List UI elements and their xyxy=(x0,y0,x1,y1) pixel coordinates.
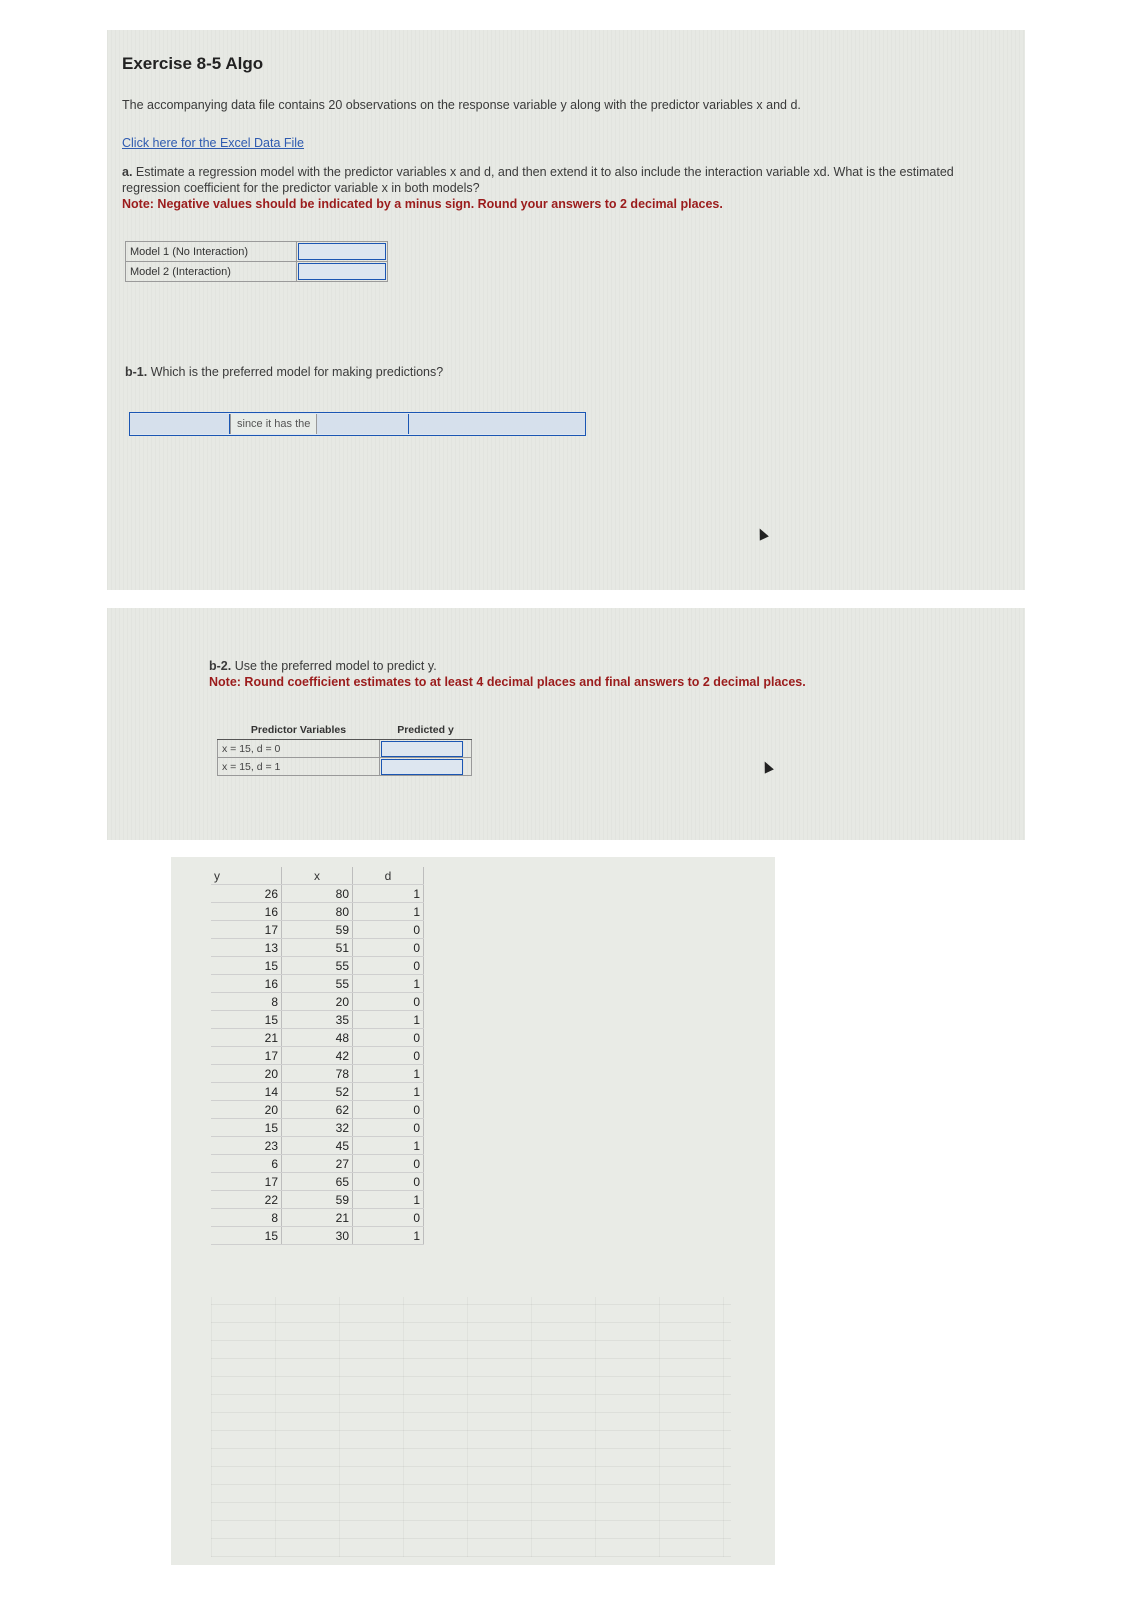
cell-x: 21 xyxy=(282,1209,353,1227)
cell-d: 0 xyxy=(353,939,424,957)
intro-text: The accompanying data file contains 20 observations on the response variable y along with the predictor variables x and d. xyxy=(122,98,801,112)
cell-y: 20 xyxy=(211,1101,282,1119)
cell-y: 6 xyxy=(211,1155,282,1173)
cell-y: 14 xyxy=(211,1083,282,1101)
cell-d: 1 xyxy=(353,1137,424,1155)
table-row xyxy=(211,939,424,957)
cell-d: 0 xyxy=(353,921,424,939)
part-b2-text: Use the preferred model to predict y. xyxy=(234,659,437,673)
predicted-y-input-1[interactable] xyxy=(381,741,463,757)
table-row xyxy=(211,1155,424,1173)
predicted-y-input-2[interactable] xyxy=(381,759,463,775)
cell-d: 1 xyxy=(353,903,424,921)
mouse-cursor-icon xyxy=(760,759,774,773)
cell-x: 80 xyxy=(282,903,353,921)
cell-x: 52 xyxy=(282,1083,353,1101)
cell-x: 59 xyxy=(282,1191,353,1209)
predictor-variables-header: Predictor Variables xyxy=(218,721,380,740)
part-a-note: Note: Negative values should be indicated by a minus sign. Round your answers to 2 decimal places. xyxy=(122,197,723,211)
cell-x: 20 xyxy=(282,993,353,1011)
cell-d: 1 xyxy=(353,1011,424,1029)
table-row xyxy=(218,758,472,776)
row-label-model-2: Model 2 (Interaction) xyxy=(126,262,297,282)
cell-y: 17 xyxy=(211,1047,282,1065)
table-row xyxy=(211,993,424,1011)
exercise-title: Exercise 8-5 Algo xyxy=(122,54,264,73)
row-label-model-1: Model 1 (No Interaction) xyxy=(126,242,297,262)
cell-y: 15 xyxy=(211,957,282,975)
cell-y: 21 xyxy=(211,1029,282,1047)
table-row xyxy=(126,262,388,282)
cell-d: 1 xyxy=(353,1065,424,1083)
cell-y: 13 xyxy=(211,939,282,957)
cell-x: 78 xyxy=(282,1065,353,1083)
table-row xyxy=(211,1191,424,1209)
table-row xyxy=(218,740,472,758)
cell-d: 0 xyxy=(353,1101,424,1119)
table-row xyxy=(211,1227,424,1245)
table-row xyxy=(211,1029,424,1047)
cell-d: 1 xyxy=(353,1227,424,1245)
cell-y: 16 xyxy=(211,975,282,993)
table-row xyxy=(211,1047,424,1065)
cell-d: 0 xyxy=(353,1047,424,1065)
part-b1-question xyxy=(125,365,443,379)
cell-d: 1 xyxy=(353,1191,424,1209)
cell-x: 27 xyxy=(282,1155,353,1173)
predictor-row-1: x = 15, d = 0 xyxy=(218,740,380,758)
table-row xyxy=(211,921,424,939)
cell-y: 23 xyxy=(211,1137,282,1155)
cell-x: 65 xyxy=(282,1173,353,1191)
question-panel-top xyxy=(107,30,1025,590)
table-row xyxy=(211,1065,424,1083)
model-2-coefficient-input[interactable] xyxy=(298,263,386,280)
part-b2-question xyxy=(209,658,989,690)
cell-y: 16 xyxy=(211,903,282,921)
cell-x: 45 xyxy=(282,1137,353,1155)
cell-x: 55 xyxy=(282,957,353,975)
cell-d: 0 xyxy=(353,957,424,975)
cell-x: 48 xyxy=(282,1029,353,1047)
cell-d: 0 xyxy=(353,1119,424,1137)
table-row xyxy=(211,1209,424,1227)
table-row xyxy=(211,1119,424,1137)
table-row xyxy=(211,885,424,903)
table-header-row xyxy=(218,721,472,740)
part-a-label: a. xyxy=(122,165,133,179)
part-b2-note: Note: Round coefficient estimates to at least 4 decimal places and final answers to 2 decimal places. xyxy=(209,675,806,689)
table-row xyxy=(211,1137,424,1155)
table-row xyxy=(211,1083,424,1101)
cell-x: 59 xyxy=(282,921,353,939)
preferred-model-dropdown[interactable] xyxy=(130,414,230,434)
cell-y: 20 xyxy=(211,1065,282,1083)
cell-d: 1 xyxy=(353,975,424,993)
column-header-d: d xyxy=(353,867,424,885)
part-a-text: Estimate a regression model with the predictor variables x and d, and then extend it to also include the interaction variable xd. What is the estimated regression coefficient for the predictor variable x in both models? xyxy=(122,165,954,195)
sheet-header-row xyxy=(211,867,424,885)
cell-y: 26 xyxy=(211,885,282,903)
empty-sheet-grid xyxy=(211,1297,731,1557)
table-row xyxy=(211,975,424,993)
cell-y: 22 xyxy=(211,1191,282,1209)
data-sheet xyxy=(211,867,424,1245)
mouse-cursor-icon xyxy=(755,526,769,540)
question-panel-b2 xyxy=(107,608,1025,840)
part-a-question xyxy=(122,164,1002,212)
cell-y: 17 xyxy=(211,1173,282,1191)
cell-d: 0 xyxy=(353,1155,424,1173)
criterion-dropdown[interactable] xyxy=(317,414,409,434)
part-a-answer-table xyxy=(125,241,388,282)
table-row xyxy=(211,903,424,921)
cell-x: 42 xyxy=(282,1047,353,1065)
table-row xyxy=(126,242,388,262)
predictor-row-2: x = 15, d = 1 xyxy=(218,758,380,776)
column-header-y: y xyxy=(211,867,282,885)
table-row xyxy=(211,1011,424,1029)
cell-d: 1 xyxy=(353,1083,424,1101)
cell-x: 30 xyxy=(282,1227,353,1245)
predicted-y-header: Predicted y xyxy=(380,721,472,740)
cell-y: 17 xyxy=(211,921,282,939)
cell-x: 80 xyxy=(282,885,353,903)
cell-x: 51 xyxy=(282,939,353,957)
table-row xyxy=(211,1173,424,1191)
model-1-coefficient-input[interactable] xyxy=(298,243,386,260)
cell-y: 15 xyxy=(211,1011,282,1029)
cell-d: 1 xyxy=(353,885,424,903)
part-b1-answer-row xyxy=(129,412,586,436)
cell-d: 0 xyxy=(353,993,424,1011)
excel-data-photo xyxy=(171,857,775,1565)
cell-x: 35 xyxy=(282,1011,353,1029)
cell-y: 8 xyxy=(211,1209,282,1227)
table-row xyxy=(211,957,424,975)
prediction-table xyxy=(217,721,472,776)
cell-d: 0 xyxy=(353,1209,424,1227)
part-b1-text: Which is the preferred model for making predictions? xyxy=(150,365,444,379)
cell-d: 0 xyxy=(353,1173,424,1191)
cell-x: 55 xyxy=(282,975,353,993)
column-header-x: x xyxy=(282,867,353,885)
criterion-value-dropdown[interactable] xyxy=(409,414,585,434)
cell-x: 62 xyxy=(282,1101,353,1119)
table-row xyxy=(211,1101,424,1119)
cell-y: 15 xyxy=(211,1227,282,1245)
part-b1-label: b-1. xyxy=(125,365,148,379)
since-label: since it has the xyxy=(230,414,317,434)
cell-y: 15 xyxy=(211,1119,282,1137)
excel-data-link[interactable]: Click here for the Excel Data File xyxy=(122,136,305,150)
cell-d: 0 xyxy=(353,1029,424,1047)
cell-x: 32 xyxy=(282,1119,353,1137)
cell-y: 8 xyxy=(211,993,282,1011)
part-b2-label: b-2. xyxy=(209,659,232,673)
